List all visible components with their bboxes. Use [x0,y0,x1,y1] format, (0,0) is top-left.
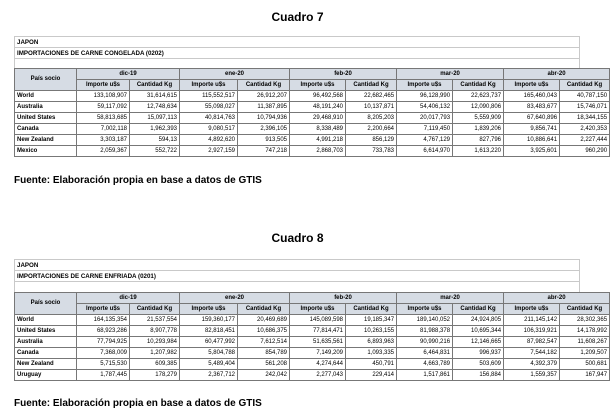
amount-cell: 40,814,763 [180,113,238,124]
quantity-cell: 14,178,992 [560,326,610,337]
amount-cell: 82,818,451 [180,326,238,337]
quantity-cell: 1,093,335 [346,348,397,359]
amount-cell: 7,368,009 [77,348,130,359]
quantity-cell: 20,469,689 [238,315,290,326]
amount-cell: 4,892,620 [180,135,238,146]
amount-cell: 5,489,404 [180,359,238,370]
quantity-cell: 22,623,737 [453,91,504,102]
amount-cell: 5,715,530 [77,359,130,370]
source-note: Fuente: Elaboración propia en base a datos de GTIS [14,175,262,186]
amount-cell: 4,767,129 [397,135,453,146]
amount-cell: 59,117,092 [77,102,130,113]
amount-cell: 51,635,561 [290,337,346,348]
amount-cell: 2,868,703 [290,146,346,157]
table-subtitle: IMPORTACIONES DE CARNE ENFRIADA (0201) [14,270,580,281]
amount-cell: 77,814,471 [290,326,346,337]
quantity-cell: 28,302,365 [560,315,610,326]
amount-cell: 83,483,677 [504,102,560,113]
amount-cell: 1,559,357 [504,370,560,381]
amount-cell: 3,303,187 [77,135,130,146]
quantity-cell: 11,387,895 [238,102,290,113]
quantity-cell: 2,200,664 [346,124,397,135]
quantity-cell: 12,090,806 [453,102,504,113]
amount-cell: 55,098,027 [180,102,238,113]
quantity-cell: 10,794,936 [238,113,290,124]
country-cell: Mexico [15,146,77,157]
table-row [15,348,610,359]
quantity-cell: 15,746,071 [560,102,610,113]
table-row [15,135,610,146]
amount-cell: 1,787,445 [77,370,130,381]
amount-header: Importe u$s [504,304,560,315]
spacer-row [14,281,580,292]
month-header: ene-20 [180,69,290,80]
quantity-cell: 996,937 [453,348,504,359]
table-row [15,315,610,326]
quantity-cell: 827,796 [453,135,504,146]
month-header: feb-20 [290,293,397,304]
quantity-header: Cantidad Kg [560,304,610,315]
amount-header: Importe u$s [77,304,130,315]
quantity-header: Cantidad Kg [560,80,610,91]
amount-cell: 165,460,043 [504,91,560,102]
amount-cell: 96,128,990 [397,91,453,102]
amount-cell: 145,089,598 [290,315,346,326]
amount-cell: 81,988,378 [397,326,453,337]
amount-cell: 96,492,568 [290,91,346,102]
country-cell: Uruguay [15,370,77,381]
table-row [15,359,610,370]
quantity-cell: 11,608,267 [560,337,610,348]
amount-cell: 4,663,789 [397,359,453,370]
country-cell: World [15,91,77,102]
table-subtitle: IMPORTACIONES DE CARNE CONGELADA (0202) [14,47,580,58]
quantity-cell: 21,537,554 [130,315,180,326]
quantity-cell: 1,613,220 [453,146,504,157]
quantity-header: Cantidad Kg [346,304,397,315]
amount-header: Importe u$s [290,80,346,91]
amount-cell: 4,274,644 [290,359,346,370]
amount-cell: 67,640,896 [504,113,560,124]
amount-cell: 87,982,547 [504,337,560,348]
amount-cell: 77,794,925 [77,337,130,348]
quantity-cell: 5,559,909 [453,113,504,124]
quantity-cell: 10,695,344 [453,326,504,337]
amount-cell: 6,464,831 [397,348,453,359]
quantity-cell: 7,612,514 [238,337,290,348]
quantity-cell: 960,290 [560,146,610,157]
amount-cell: 4,991,218 [290,135,346,146]
month-header: abr-20 [504,293,610,304]
quantity-cell: 856,129 [346,135,397,146]
amount-cell: 9,856,741 [504,124,560,135]
amount-cell: 60,477,992 [180,337,238,348]
table-country-label: JAPON [14,36,580,47]
amount-cell: 2,277,043 [290,370,346,381]
quantity-cell: 561,208 [238,359,290,370]
quantity-cell: 1,207,982 [130,348,180,359]
quantity-cell: 178,279 [130,370,180,381]
country-cell: Canada [15,348,77,359]
amount-cell: 29,468,910 [290,113,346,124]
amount-cell: 58,813,685 [77,113,130,124]
amount-header: Importe u$s [397,80,453,91]
table-row [15,337,610,348]
month-header: abr-20 [504,69,610,80]
amount-header: Importe u$s [290,304,346,315]
amount-cell: 159,360,177 [180,315,238,326]
quantity-header: Cantidad Kg [130,304,180,315]
country-cell: New Zealand [15,359,77,370]
quantity-cell: 1,209,507 [560,348,610,359]
amount-cell: 9,080,517 [180,124,238,135]
amount-cell: 115,552,517 [180,91,238,102]
quantity-header: Cantidad Kg [346,80,397,91]
month-header: feb-20 [290,69,397,80]
amount-cell: 10,886,641 [504,135,560,146]
amount-cell: 7,544,182 [504,348,560,359]
amount-header: Importe u$s [77,80,130,91]
quantity-cell: 167,947 [560,370,610,381]
country-column-header: País socio [15,293,77,315]
table-row [15,370,610,381]
month-header: mar-20 [397,69,504,80]
amount-cell: 2,927,159 [180,146,238,157]
amount-cell: 4,392,379 [504,359,560,370]
table-row [15,124,610,135]
quantity-cell: 1,839,206 [453,124,504,135]
quantity-cell: 747,218 [238,146,290,157]
table-title: Cuadro 7 [271,10,324,24]
quantity-cell: 242,042 [238,370,290,381]
quantity-cell: 31,614,615 [130,91,180,102]
quantity-cell: 8,907,778 [130,326,180,337]
month-header: mar-20 [397,293,504,304]
table-title: Cuadro 8 [271,231,324,245]
amount-cell: 133,108,907 [77,91,130,102]
quantity-cell: 609,385 [130,359,180,370]
table-row [15,326,610,337]
quantity-cell: 22,682,465 [346,91,397,102]
amount-cell: 7,149,209 [290,348,346,359]
quantity-cell: 10,293,984 [130,337,180,348]
quantity-header: Cantidad Kg [130,80,180,91]
country-cell: Australia [15,337,77,348]
amount-cell: 20,017,793 [397,113,453,124]
quantity-cell: 1,962,393 [130,124,180,135]
country-cell: Australia [15,102,77,113]
quantity-header: Cantidad Kg [453,80,504,91]
amount-cell: 7,002,118 [77,124,130,135]
quantity-cell: 229,414 [346,370,397,381]
quantity-cell: 2,396,105 [238,124,290,135]
amount-cell: 189,140,052 [397,315,453,326]
amount-header: Importe u$s [397,304,453,315]
country-cell: Canada [15,124,77,135]
quantity-cell: 10,686,375 [238,326,290,337]
amount-cell: 6,614,970 [397,146,453,157]
amount-cell: 7,119,450 [397,124,453,135]
table-row [15,146,610,157]
amount-cell: 8,338,489 [290,124,346,135]
amount-cell: 68,923,286 [77,326,130,337]
month-header: dic-19 [77,69,180,80]
table-row [15,113,610,124]
quantity-cell: 10,263,155 [346,326,397,337]
amount-cell: 1,517,861 [397,370,453,381]
amount-cell: 5,804,788 [180,348,238,359]
quantity-cell: 2,420,353 [560,124,610,135]
amount-cell: 48,191,240 [290,102,346,113]
amount-cell: 90,990,216 [397,337,453,348]
quantity-cell: 8,205,203 [346,113,397,124]
quantity-cell: 450,791 [346,359,397,370]
quantity-cell: 10,137,871 [346,102,397,113]
source-note: Fuente: Elaboración propia en base a datos de GTIS [14,398,262,409]
quantity-cell: 733,783 [346,146,397,157]
month-header: ene-20 [180,293,290,304]
quantity-cell: 12,146,665 [453,337,504,348]
data-table [14,292,610,381]
quantity-cell: 2,227,444 [560,135,610,146]
quantity-cell: 594,13 [130,135,180,146]
amount-cell: 3,925,601 [504,146,560,157]
amount-cell: 2,059,367 [77,146,130,157]
quantity-cell: 552,722 [130,146,180,157]
quantity-cell: 12,748,634 [130,102,180,113]
quantity-cell: 6,893,963 [346,337,397,348]
amount-cell: 164,135,354 [77,315,130,326]
quantity-cell: 156,884 [453,370,504,381]
amount-cell: 2,367,712 [180,370,238,381]
table-row [15,102,610,113]
table-country-label: JAPON [14,259,580,270]
quantity-cell: 24,924,805 [453,315,504,326]
country-cell: United States [15,113,77,124]
amount-cell: 54,406,132 [397,102,453,113]
quantity-cell: 18,344,155 [560,113,610,124]
data-table [14,68,610,157]
amount-header: Importe u$s [180,80,238,91]
quantity-cell: 19,185,347 [346,315,397,326]
quantity-header: Cantidad Kg [453,304,504,315]
country-cell: World [15,315,77,326]
country-column-header: País socio [15,69,77,91]
amount-cell: 211,145,142 [504,315,560,326]
country-cell: New Zealand [15,135,77,146]
amount-header: Importe u$s [504,80,560,91]
month-header: dic-19 [77,293,180,304]
quantity-cell: 15,097,113 [130,113,180,124]
quantity-cell: 40,787,150 [560,91,610,102]
quantity-cell: 26,912,207 [238,91,290,102]
quantity-cell: 500,681 [560,359,610,370]
table-row [15,91,610,102]
country-cell: United States [15,326,77,337]
quantity-cell: 854,789 [238,348,290,359]
quantity-cell: 503,609 [453,359,504,370]
amount-header: Importe u$s [180,304,238,315]
quantity-header: Cantidad Kg [238,80,290,91]
quantity-header: Cantidad Kg [238,304,290,315]
quantity-cell: 913,505 [238,135,290,146]
amount-cell: 106,319,921 [504,326,560,337]
